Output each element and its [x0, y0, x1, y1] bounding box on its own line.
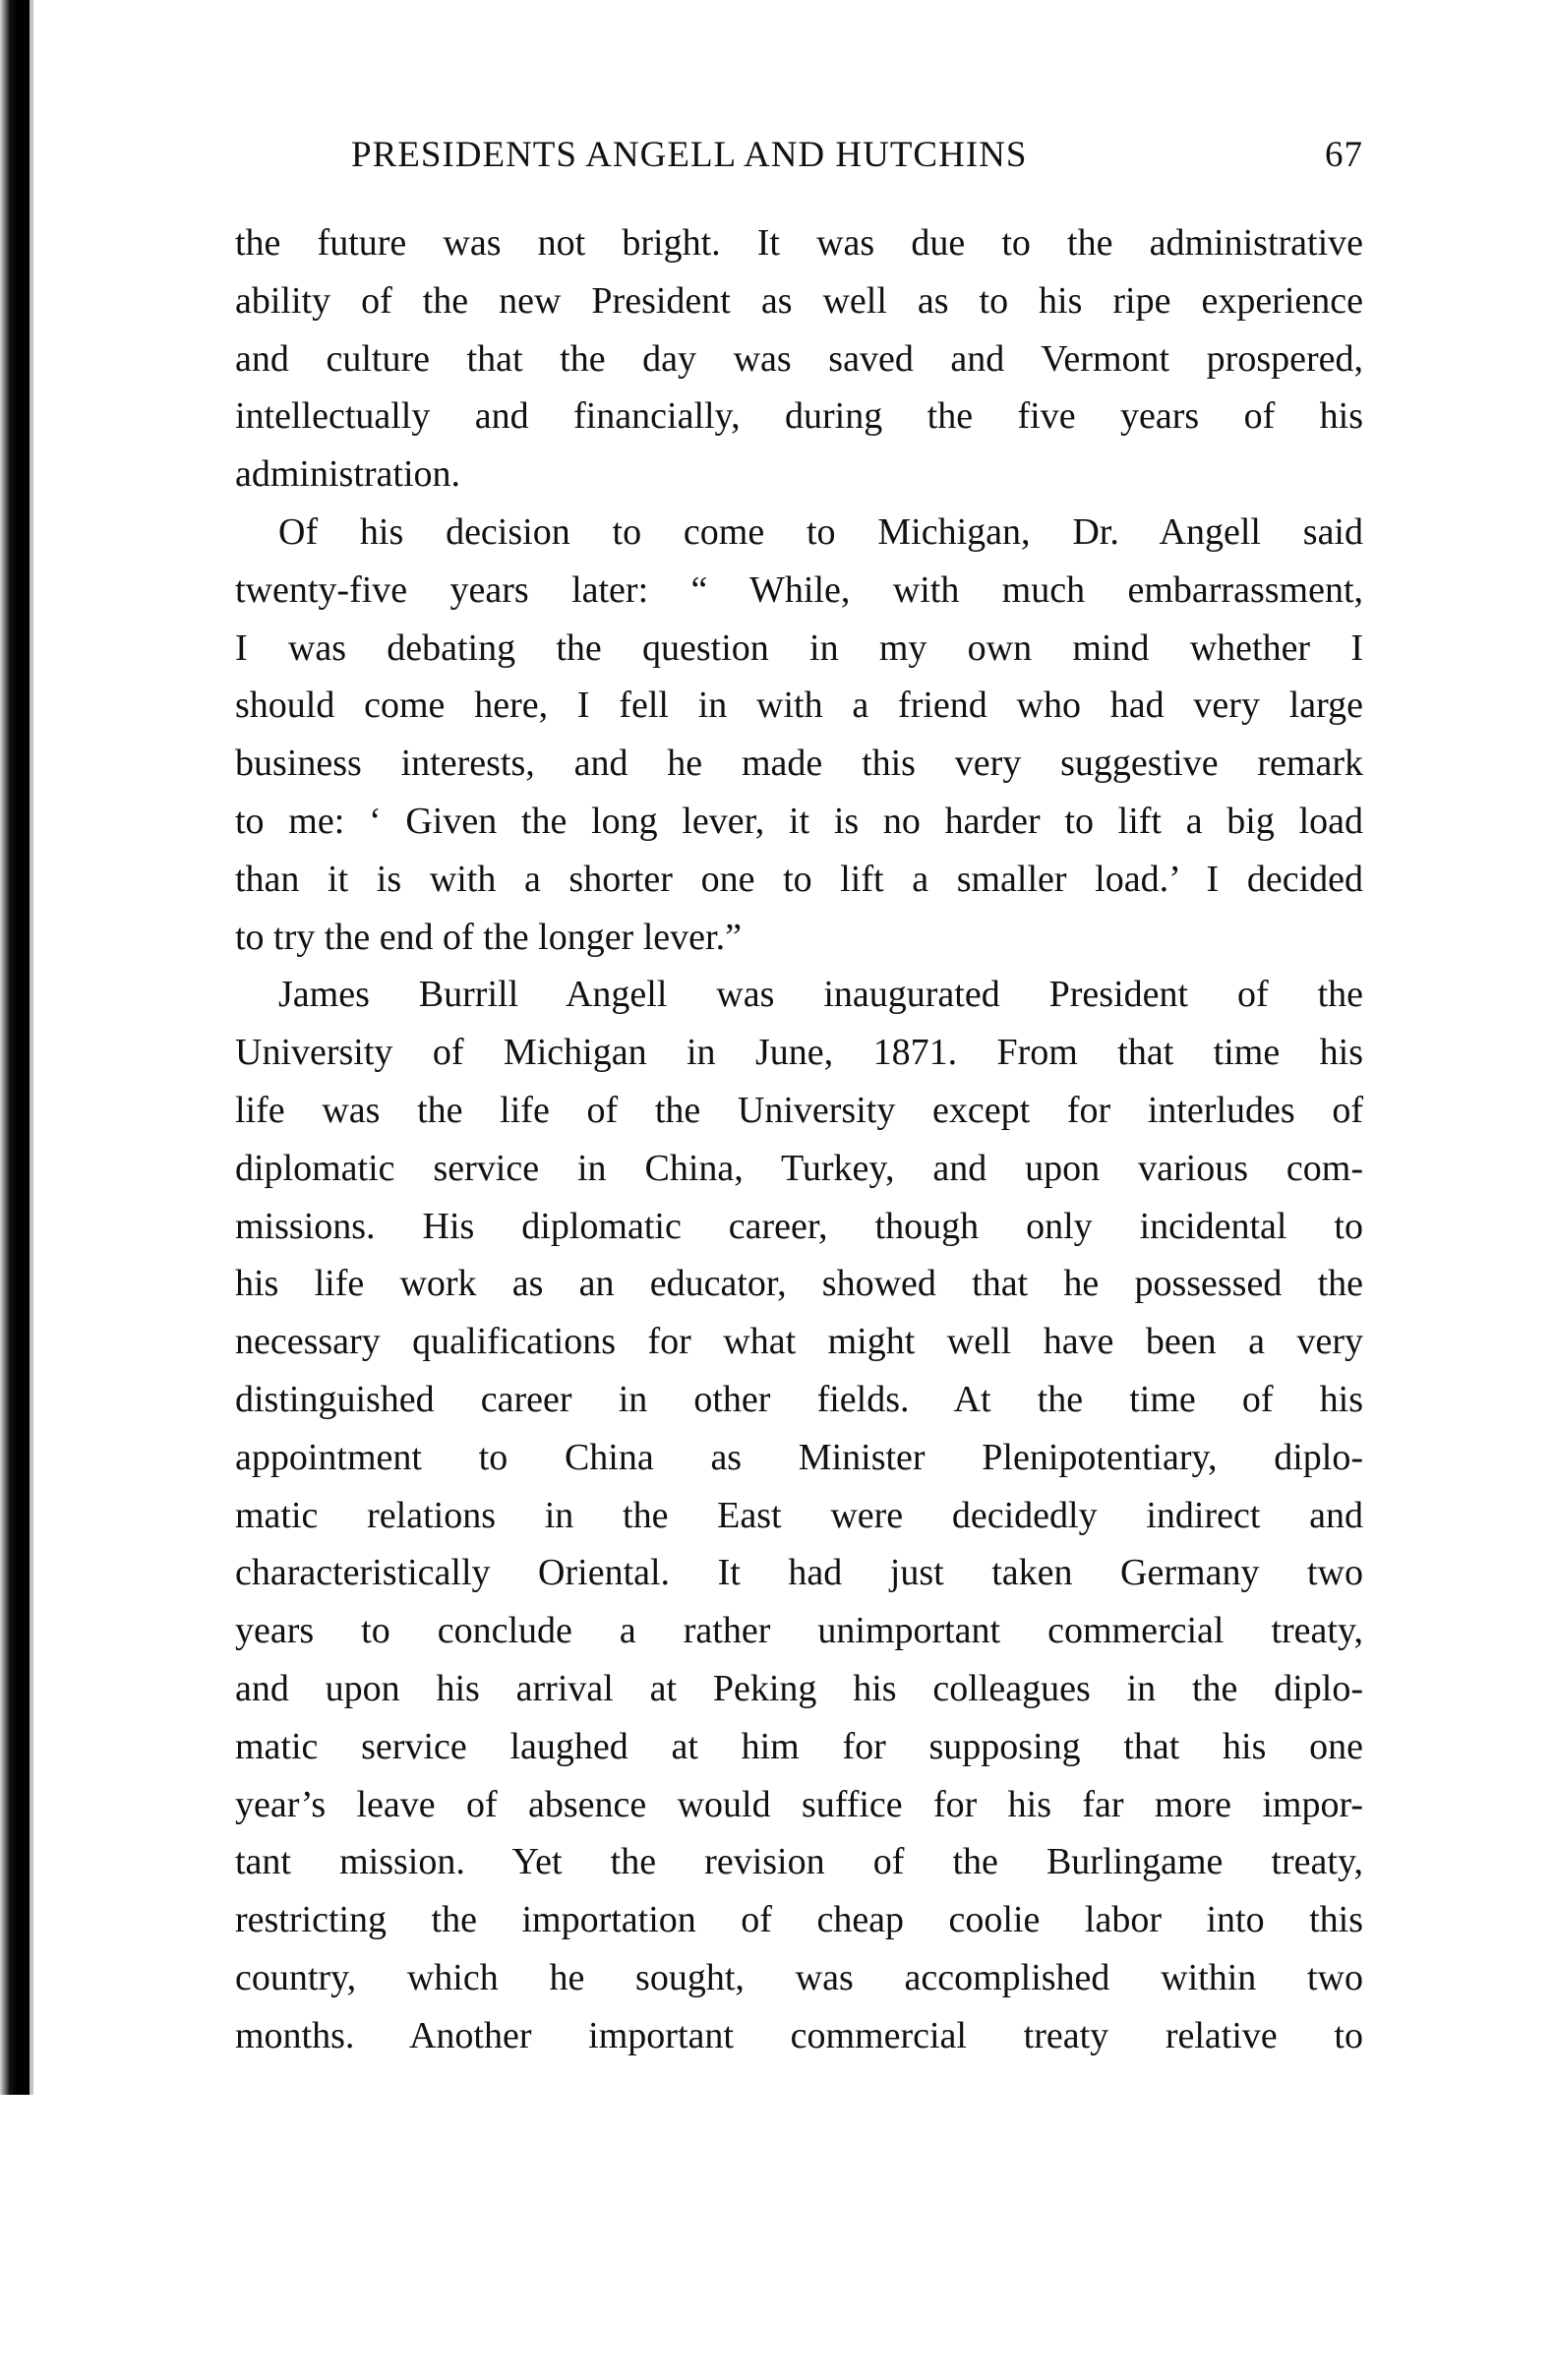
text-line: administration.	[235, 453, 461, 496]
text-line: matic service laughed at him for supposing that his one	[235, 1725, 1363, 1767]
text-line: appointment to China as Minister Plenipotentiary, diplo-	[235, 1436, 1363, 1478]
text-line: years to conclude a rather unimportant commercial treaty,	[235, 1610, 1363, 1652]
text-line: I was debating the question in my own mind whether I	[235, 626, 1363, 669]
page-number: 67	[1325, 135, 1363, 175]
text-line: diplomatic service in China, Turkey, and upon various com-	[235, 1147, 1363, 1189]
running-title: PRESIDENTS ANGELL AND HUTCHINS	[351, 135, 1028, 175]
text-line: and culture that the day was saved and Vermont prospered,	[235, 337, 1363, 380]
text-line: life was the life of the University except for interludes of	[235, 1090, 1363, 1131]
text-line: the future was not bright. It was due to the administrative	[235, 222, 1363, 264]
text-line: should come here, I fell in with a friend who had very large	[235, 684, 1363, 727]
text-line: tant mission. Yet the revision of the Burlingame treaty,	[235, 1841, 1363, 1883]
text-line: intellectually and financially, during the five years of his	[235, 395, 1363, 438]
text-line: distinguished career in other fields. At the time of his	[235, 1379, 1363, 1420]
text-line: missions. His diplomatic career, though only incidental to	[235, 1205, 1363, 1247]
text-line: his life work as an educator, showed that he possessed the	[235, 1263, 1363, 1305]
page-binding-edge	[0, 0, 30, 2095]
running-head	[235, 134, 1363, 183]
text-line: to me: ‘ Given the long lever, it is no harder to lift a big load	[235, 801, 1363, 842]
text-line: twenty-five years later: “ While, with much embarrassment,	[235, 568, 1363, 611]
text-line: Of his decision to come to Michigan, Dr. Angell said	[278, 511, 1363, 553]
text-line: University of Michigan in June, 1871. From that time his	[235, 1032, 1363, 1074]
text-line: ability of the new President as well as to his ripe experience	[235, 279, 1363, 322]
text-line: and upon his arrival at Peking his colleagues in the diplo-	[235, 1668, 1363, 1709]
text-line: James Burrill Angell was inaugurated President of the	[278, 974, 1363, 1016]
text-line: country, which he sought, was accomplished within two	[235, 1957, 1363, 1998]
text-line: than it is with a shorter one to lift a smaller load.’ I decided	[235, 858, 1363, 900]
text-line: months. Another important commercial treaty relative to	[235, 2014, 1363, 2056]
text-line: business interests, and he made this very suggestive remark	[235, 743, 1363, 785]
text-line: necessary qualifications for what might well have been a very	[235, 1321, 1363, 1363]
page-binding-shadow	[30, 0, 33, 2095]
text-line: to try the end of the longer lever.”	[235, 916, 742, 958]
text-line: year’s leave of absence would suffice for his far more impor-	[235, 1783, 1363, 1825]
text-line: restricting the importation of cheap coolie labor into this	[235, 1899, 1363, 1941]
text-line: matic relations in the East were decidedly indirect and	[235, 1494, 1363, 1536]
text-line: characteristically Oriental. It had just taken Germany two	[235, 1552, 1363, 1594]
